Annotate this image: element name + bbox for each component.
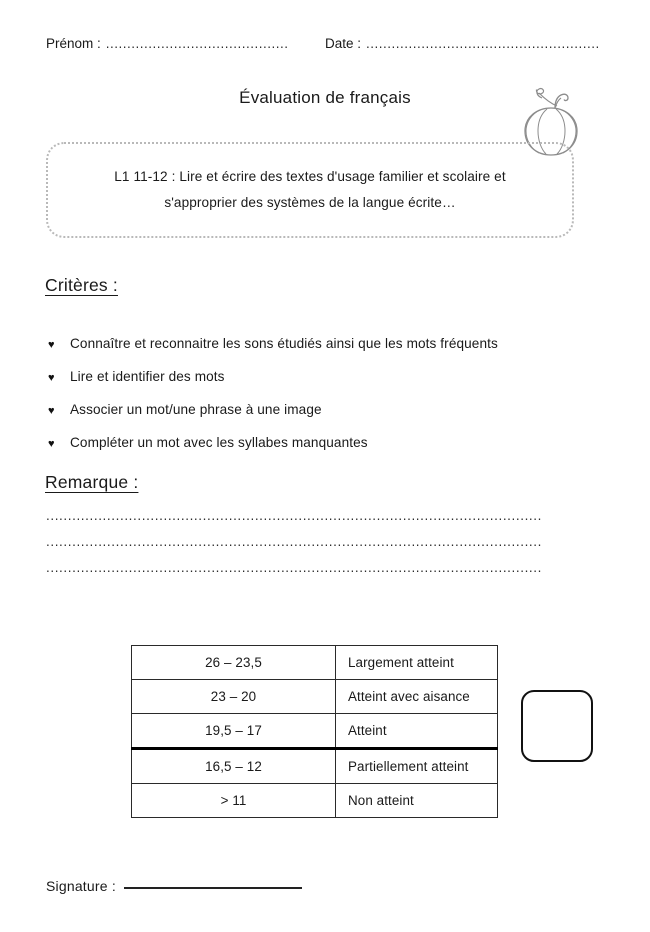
list-item [48,427,608,460]
heart-icon: ♥ [48,339,55,351]
heart-icon: ♥ [48,438,55,450]
prenom-field[interactable] [46,36,325,51]
table-row [132,646,498,680]
criteria-text: Compléter un mot avec les syllabes manquantes [70,435,368,450]
competency-line-1: L1 11-12 : Lire et écrire des textes d'usage familier et scolaire et [114,169,506,184]
remark-heading: Remarque : [45,472,139,492]
score-label: Partiellement atteint [336,749,498,784]
criteria-text: Associer un mot/une phrase à une image [70,402,322,417]
competency-box [46,142,574,238]
list-item [48,394,608,427]
remark-writing-area[interactable] [46,508,592,586]
score-label: Largement atteint [336,646,498,680]
signature-rule[interactable] [124,886,302,889]
score-label: Atteint [336,714,498,749]
date-dotted-line[interactable]: ....................................................... [366,36,600,51]
table-row [132,680,498,714]
remark-dotted-line[interactable]: .................................................................................................................. [46,508,542,523]
competency-line-2: s'approprier des systèmes de la langue écrite… [164,195,456,210]
score-range: 26 – 23,5 [132,646,336,680]
page-title: Évaluation de français [239,88,411,107]
table-row [132,784,498,818]
score-label: Atteint avec aisance [336,680,498,714]
signature-label: Signature : [46,878,116,894]
heart-icon: ♥ [48,372,55,384]
prenom-label: Prénom : [46,36,101,51]
list-item [48,361,608,394]
date-field[interactable] [325,36,604,51]
remark-dotted-line[interactable]: .................................................................................................................. [46,534,542,549]
remark-dotted-line[interactable]: .................................................................................................................. [46,560,542,575]
score-range: 19,5 – 17 [132,714,336,749]
score-range: 23 – 20 [132,680,336,714]
criteria-list [48,328,608,460]
signature-field[interactable] [46,878,302,894]
table-row [132,714,498,749]
student-header [46,36,604,51]
score-range: 16,5 – 12 [132,749,336,784]
criteria-heading: Critères : [45,275,118,295]
score-range: > 11 [132,784,336,818]
prenom-dotted-line[interactable]: ........................................... [105,36,289,51]
grade-result-box[interactable] [521,690,593,762]
table-row [132,749,498,784]
list-item [48,328,608,361]
grading-scale-table [131,645,498,818]
date-label: Date : [324,36,361,51]
heart-icon: ♥ [48,405,55,417]
criteria-text: Connaître et reconnaitre les sons étudiés ainsi que les mots fréquents [70,336,498,351]
criteria-text: Lire et identifier des mots [70,369,225,384]
score-label: Non atteint [336,784,498,818]
